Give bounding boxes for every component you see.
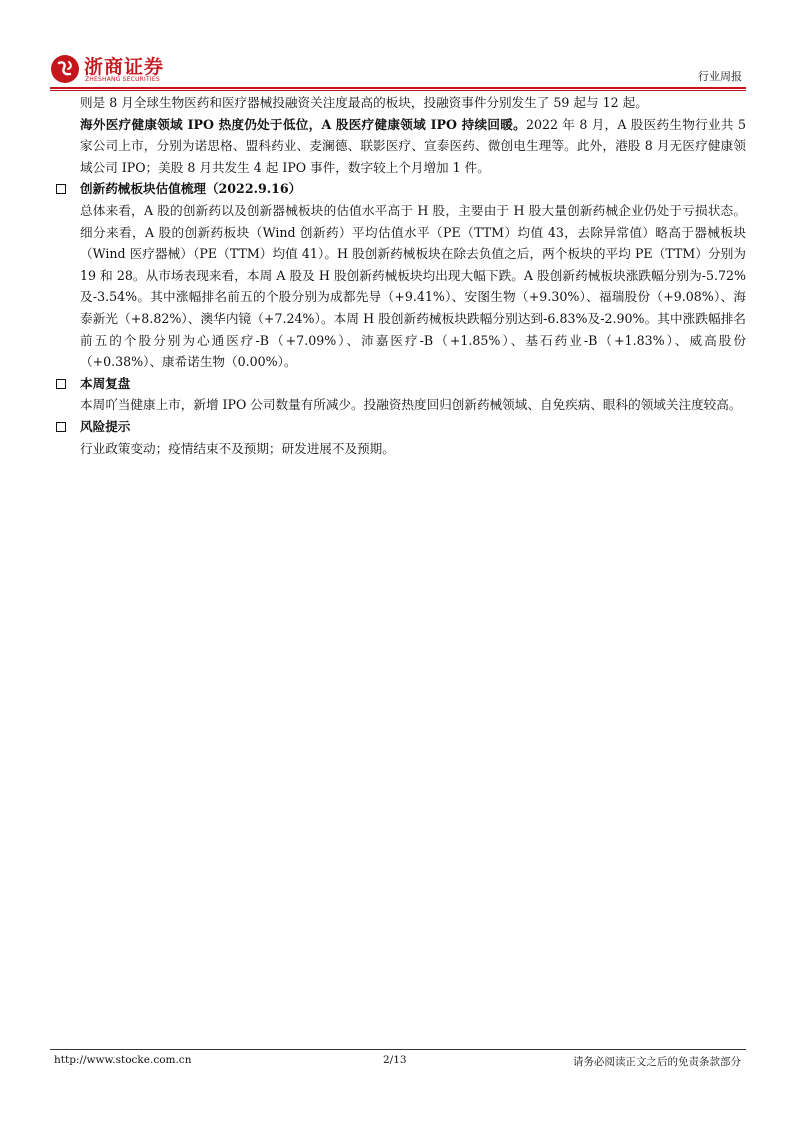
footer-disclaimer: 请务必阅读正文之后的免责条款部分 (573, 1056, 741, 1068)
page-number: 2/13 (383, 1054, 407, 1066)
zheshang-logo-icon (50, 54, 80, 84)
logo-text-en: ZHESHANG SECURITIES (85, 76, 160, 83)
section-heading-risk (54, 416, 746, 438)
report-body (54, 92, 746, 459)
report-type-label: 行业周报 (698, 70, 742, 83)
checkbox-bullet-icon (56, 184, 66, 194)
paragraph-ipo (80, 114, 746, 179)
section-title: 创新药械板块估值梳理（2022.9.16） (80, 181, 302, 197)
logo-text-cn: 浙商证券 (84, 56, 165, 78)
section-heading-weekly-review (54, 373, 746, 395)
checkbox-bullet-icon (56, 379, 66, 389)
header-divider (50, 87, 746, 89)
paragraph-ipo-headline: 海外医疗健康领域 IPO 热度仍处于低位，A 股医疗健康领域 IPO 持续回暖。 (80, 116, 526, 132)
page-header (50, 48, 746, 88)
paragraph-valuation: 总体来看，A 股的创新药以及创新器械板块的估值水平高于 H 股，主要由于 H 股大量创新药械企业仍处于亏损状态。细分来看，A 股的创新药板块（Wind 创新药）平均估值水平（PE（TTM）均值 43，去除异常值）略高于器械板块（Wind 医疗器械）（PE（TTM）均值 41）。H 股创新药械板块在除去负值之后，两个板块的平均 PE（TTM）分别为 19 和 28。从市场表现来看，本周 A 股及 H 股创新药械板块均出现大幅下跌。A 股创新药械板块涨跌幅分别为-5.72%及-3.54%。其中涨幅排名前五的个股分别为成都先导（+9.41%）、安图生物（+9.30%）、福瑞股份（+9.08%）、海泰新光（+8.82%）、澳华内镜（+7.24%）。本周 H 股创新药械板块跌幅分别达到-6.83%及-2.90%。其中涨跌幅排名前五的个股分别为心通医疗-B（+7.09%）、沛嘉医疗-B（+1.85%）、基石药业-B（+1.83%）、威高股份（+0.38%）、康希诺生物（0.00%）。 (80, 202, 746, 370)
checkbox-bullet-icon (56, 422, 66, 432)
header-divider-thin (50, 90, 746, 91)
footer-website-link[interactable]: http://www.stocke.com.cn (54, 1054, 192, 1066)
section-title: 风险提示 (80, 418, 131, 434)
paragraph-ipo-detail: 2022 年 8 月，A 股医药生物行业共 5 家公司上市，分别为诺思格、盟科药业、麦澜德、联影医疗、宣泰医药、微创电生理等。此外，港股 8 月无医疗健康领域公司 IPO；美股 8 月共发生 4 起 IPO 事件，数字较上个月增加 1 件。 (80, 116, 746, 175)
paragraph-weekly-review: 本周吖当健康上市，新增 IPO 公司数量有所减少。投融资热度回归创新药械领域、自免疾病、眼科的领域关注度较高。 (80, 397, 742, 413)
footer-divider (50, 1049, 746, 1050)
section-title: 本周复盘 (80, 375, 131, 391)
paragraph-risk: 行业政策变动；疫情结束不及预期；研发进展不及预期。 (80, 440, 395, 456)
paragraph-investment-summary: 则是 8 月全球生物医药和医疗器械投融资关注度最高的板块，投融资事件分别发生了 59 起与 12 起。 (80, 95, 648, 110)
section-heading-valuation (54, 178, 746, 200)
